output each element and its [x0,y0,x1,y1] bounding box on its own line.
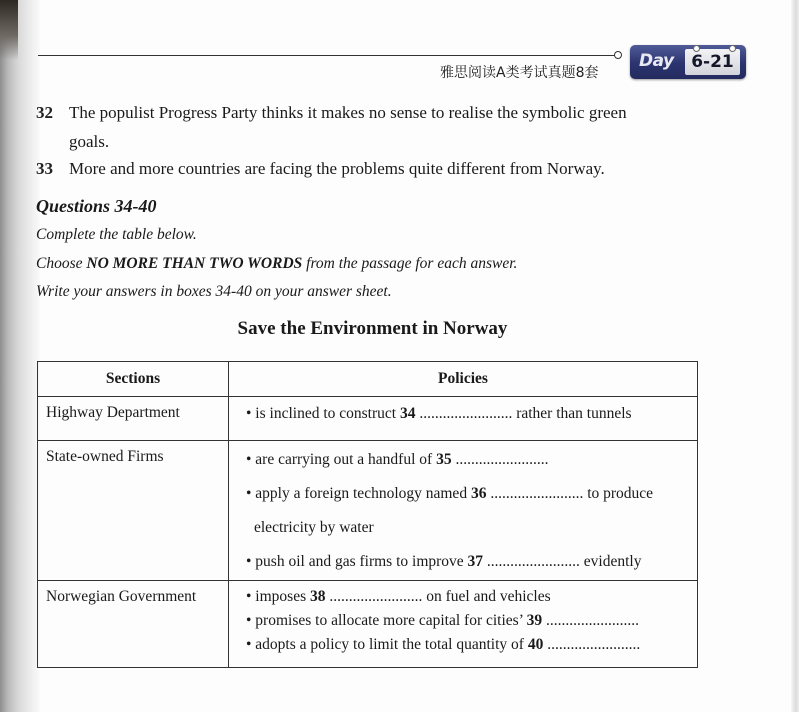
binder-ring-icon [693,45,700,52]
policy-line [246,441,697,469]
policy-text: • apply a foreign technology named [246,485,471,502]
table-row [38,397,698,441]
book-title: 雅思阅读A类考试真题8套 [440,65,599,81]
policy-line [246,537,697,571]
section-cell: State-owned Firms [38,441,229,581]
column-header-sections: Sections [38,362,229,397]
question-number: 35 [436,451,452,468]
statement-number: 32 [36,103,53,122]
answer-blank: ........................ to produce [486,485,654,502]
policy-text: • is inclined to construct [246,405,400,422]
page-right-edge [791,0,799,712]
day-number-box [685,49,740,75]
statement-text-continued: goals. [69,132,110,151]
question-number: 39 [526,612,543,629]
instruction-text: from the passage for each answer. [302,255,518,272]
column-header-policies: Policies [229,362,698,397]
statement-text: The populist Progress Party thinks it makes no sense to realise the symbolic green [69,103,627,122]
question-number: 34 [399,405,416,422]
questions-heading: Questions 34-40 [36,196,157,216]
policy-line [246,469,697,503]
day-number: 6-21 [691,52,734,72]
policy-line [246,630,697,654]
question-number: 40 [527,636,544,653]
header-rule [38,55,618,56]
header-rule-end-dot [614,51,622,59]
answer-blank: ........................ rather than tunnels [415,405,632,422]
policy-text: • imposes [246,588,310,605]
statement-number: 33 [36,159,53,178]
day-label: Day [639,51,674,71]
policy-cell [229,581,698,668]
instruction-word-limit [36,255,517,273]
book-spine-shadow [0,0,40,712]
question-number: 38 [309,588,326,605]
answer-blank: ........................ [451,451,549,468]
policy-line [246,397,697,423]
answer-blank: ........................ evidently [483,553,642,570]
policy-text: • adopts a policy to limit the total quantity of [246,636,528,653]
policy-line-continuation [246,503,697,537]
policy-cell [229,397,698,441]
policy-line [246,581,697,606]
binder-ring-icon [729,45,736,52]
question-number: 36 [470,485,487,502]
policy-text: • are carrying out a handful of [246,451,437,468]
policy-text: • promises to allocate more capital for cities’ [246,612,527,629]
policy-text: • push oil and gas firms to improve [246,553,468,570]
question-number: 37 [467,553,484,570]
instruction-emphasis: NO MORE THAN TWO WORDS [86,255,303,272]
section-cell: Norwegian Government [38,581,229,668]
instruction-answer-sheet: Write your answers in boxes 34-40 on your answer sheet. [36,283,392,300]
book-spine-dark-corner [0,0,18,60]
policy-cell [229,441,698,581]
instruction-complete: Complete the table below. [36,226,197,243]
answer-blank: ........................ [542,612,639,629]
instruction-text: Choose [36,255,87,272]
answer-blank: ........................ [543,636,641,653]
table-header-row [38,362,698,397]
section-cell: Highway Department [38,397,229,441]
table-row [38,581,698,668]
policy-line [246,606,697,630]
policy-text: electricity by water [254,519,374,536]
answer-blank: ........................ on fuel and vehicles [325,588,551,605]
day-badge [630,45,746,79]
table-title: Save the Environment in Norway [237,318,508,339]
statement-text: More and more countries are facing the problems quite different from Norway. [69,159,605,178]
table-row [38,441,698,581]
policy-table [37,361,698,668]
